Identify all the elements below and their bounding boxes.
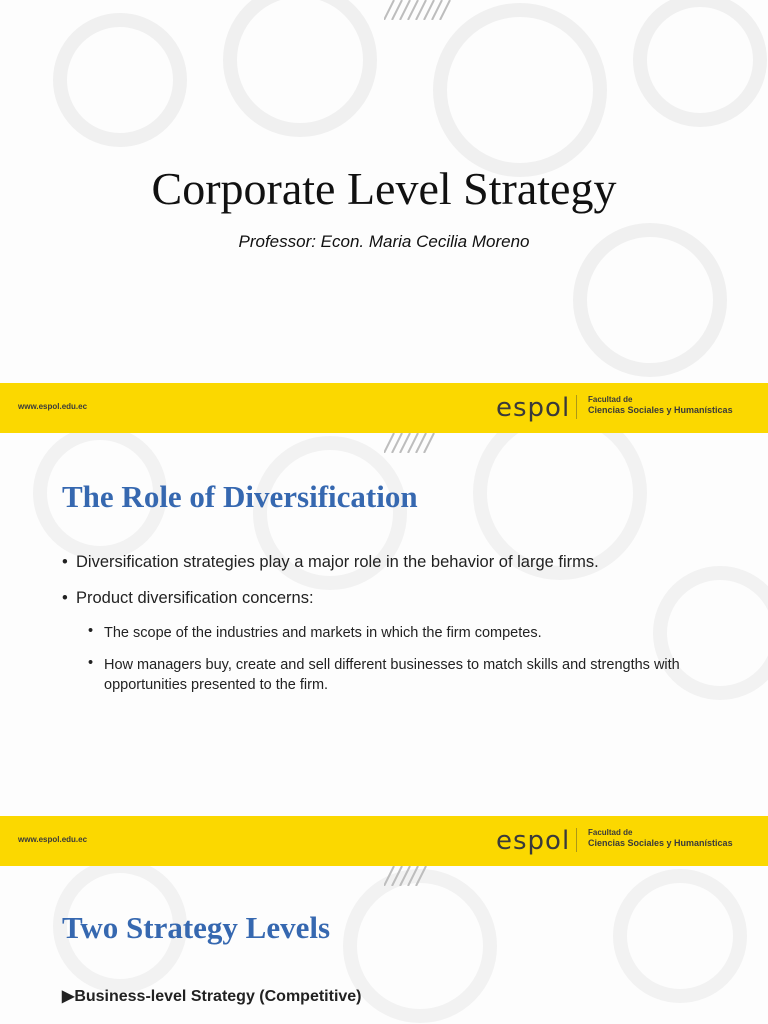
slide-strategy-levels bbox=[0, 866, 768, 1024]
arrow-bullet-text: Business-level Strategy (Competitive) bbox=[74, 988, 362, 1005]
slide-title bbox=[0, 0, 768, 383]
slide-diversification bbox=[0, 433, 768, 816]
bullet-text: Product diversification concerns: bbox=[76, 589, 314, 607]
faculty-line1: Facultad de bbox=[588, 828, 633, 837]
slide-heading: Two Strategy Levels bbox=[62, 910, 331, 945]
arrow-bullet-item bbox=[62, 986, 362, 1006]
footer-bar bbox=[0, 816, 768, 866]
footer-url[interactable]: www.espol.edu.ec bbox=[18, 402, 88, 411]
faculty-line2: Ciencias Sociales y Humanísticas bbox=[588, 405, 733, 415]
footer-bar bbox=[0, 383, 768, 433]
footer-divider bbox=[576, 828, 577, 852]
slide-title-heading: Corporate Level Strategy bbox=[151, 163, 617, 214]
footer-url[interactable]: www.espol.edu.ec bbox=[18, 835, 88, 844]
bullet-glyph: • bbox=[62, 553, 68, 571]
slide-subtitle: Professor: Econ. Maria Cecilia Moreno bbox=[238, 232, 530, 251]
faculty-line2: Ciencias Sociales y Humanísticas bbox=[588, 838, 733, 848]
subbullet-text: How managers buy, create and sell different businesses to match skills and strengths with opportunities presented to the firm. bbox=[104, 657, 680, 693]
slide-heading: The Role of Diversification bbox=[62, 479, 418, 514]
faculty-label bbox=[588, 828, 733, 849]
arrow-glyph: ▶ bbox=[62, 988, 75, 1005]
stripes-decoration bbox=[384, 433, 454, 453]
bullet-text: Diversification strategies play a major role in the behavior of large firms. bbox=[76, 553, 599, 571]
subbullet-text: The scope of the industries and markets in which the firm competes. bbox=[104, 625, 542, 641]
stripes-decoration bbox=[384, 0, 454, 20]
bullet-glyph: • bbox=[88, 655, 94, 671]
espol-logo: espol bbox=[496, 393, 571, 423]
faculty-line1: Facultad de bbox=[588, 395, 633, 404]
stripes-decoration bbox=[384, 866, 454, 886]
bullet-glyph: • bbox=[62, 589, 68, 607]
faculty-label bbox=[588, 395, 733, 416]
bullet-glyph: • bbox=[88, 623, 94, 639]
espol-logo: espol bbox=[496, 826, 571, 856]
footer-divider bbox=[576, 395, 577, 419]
